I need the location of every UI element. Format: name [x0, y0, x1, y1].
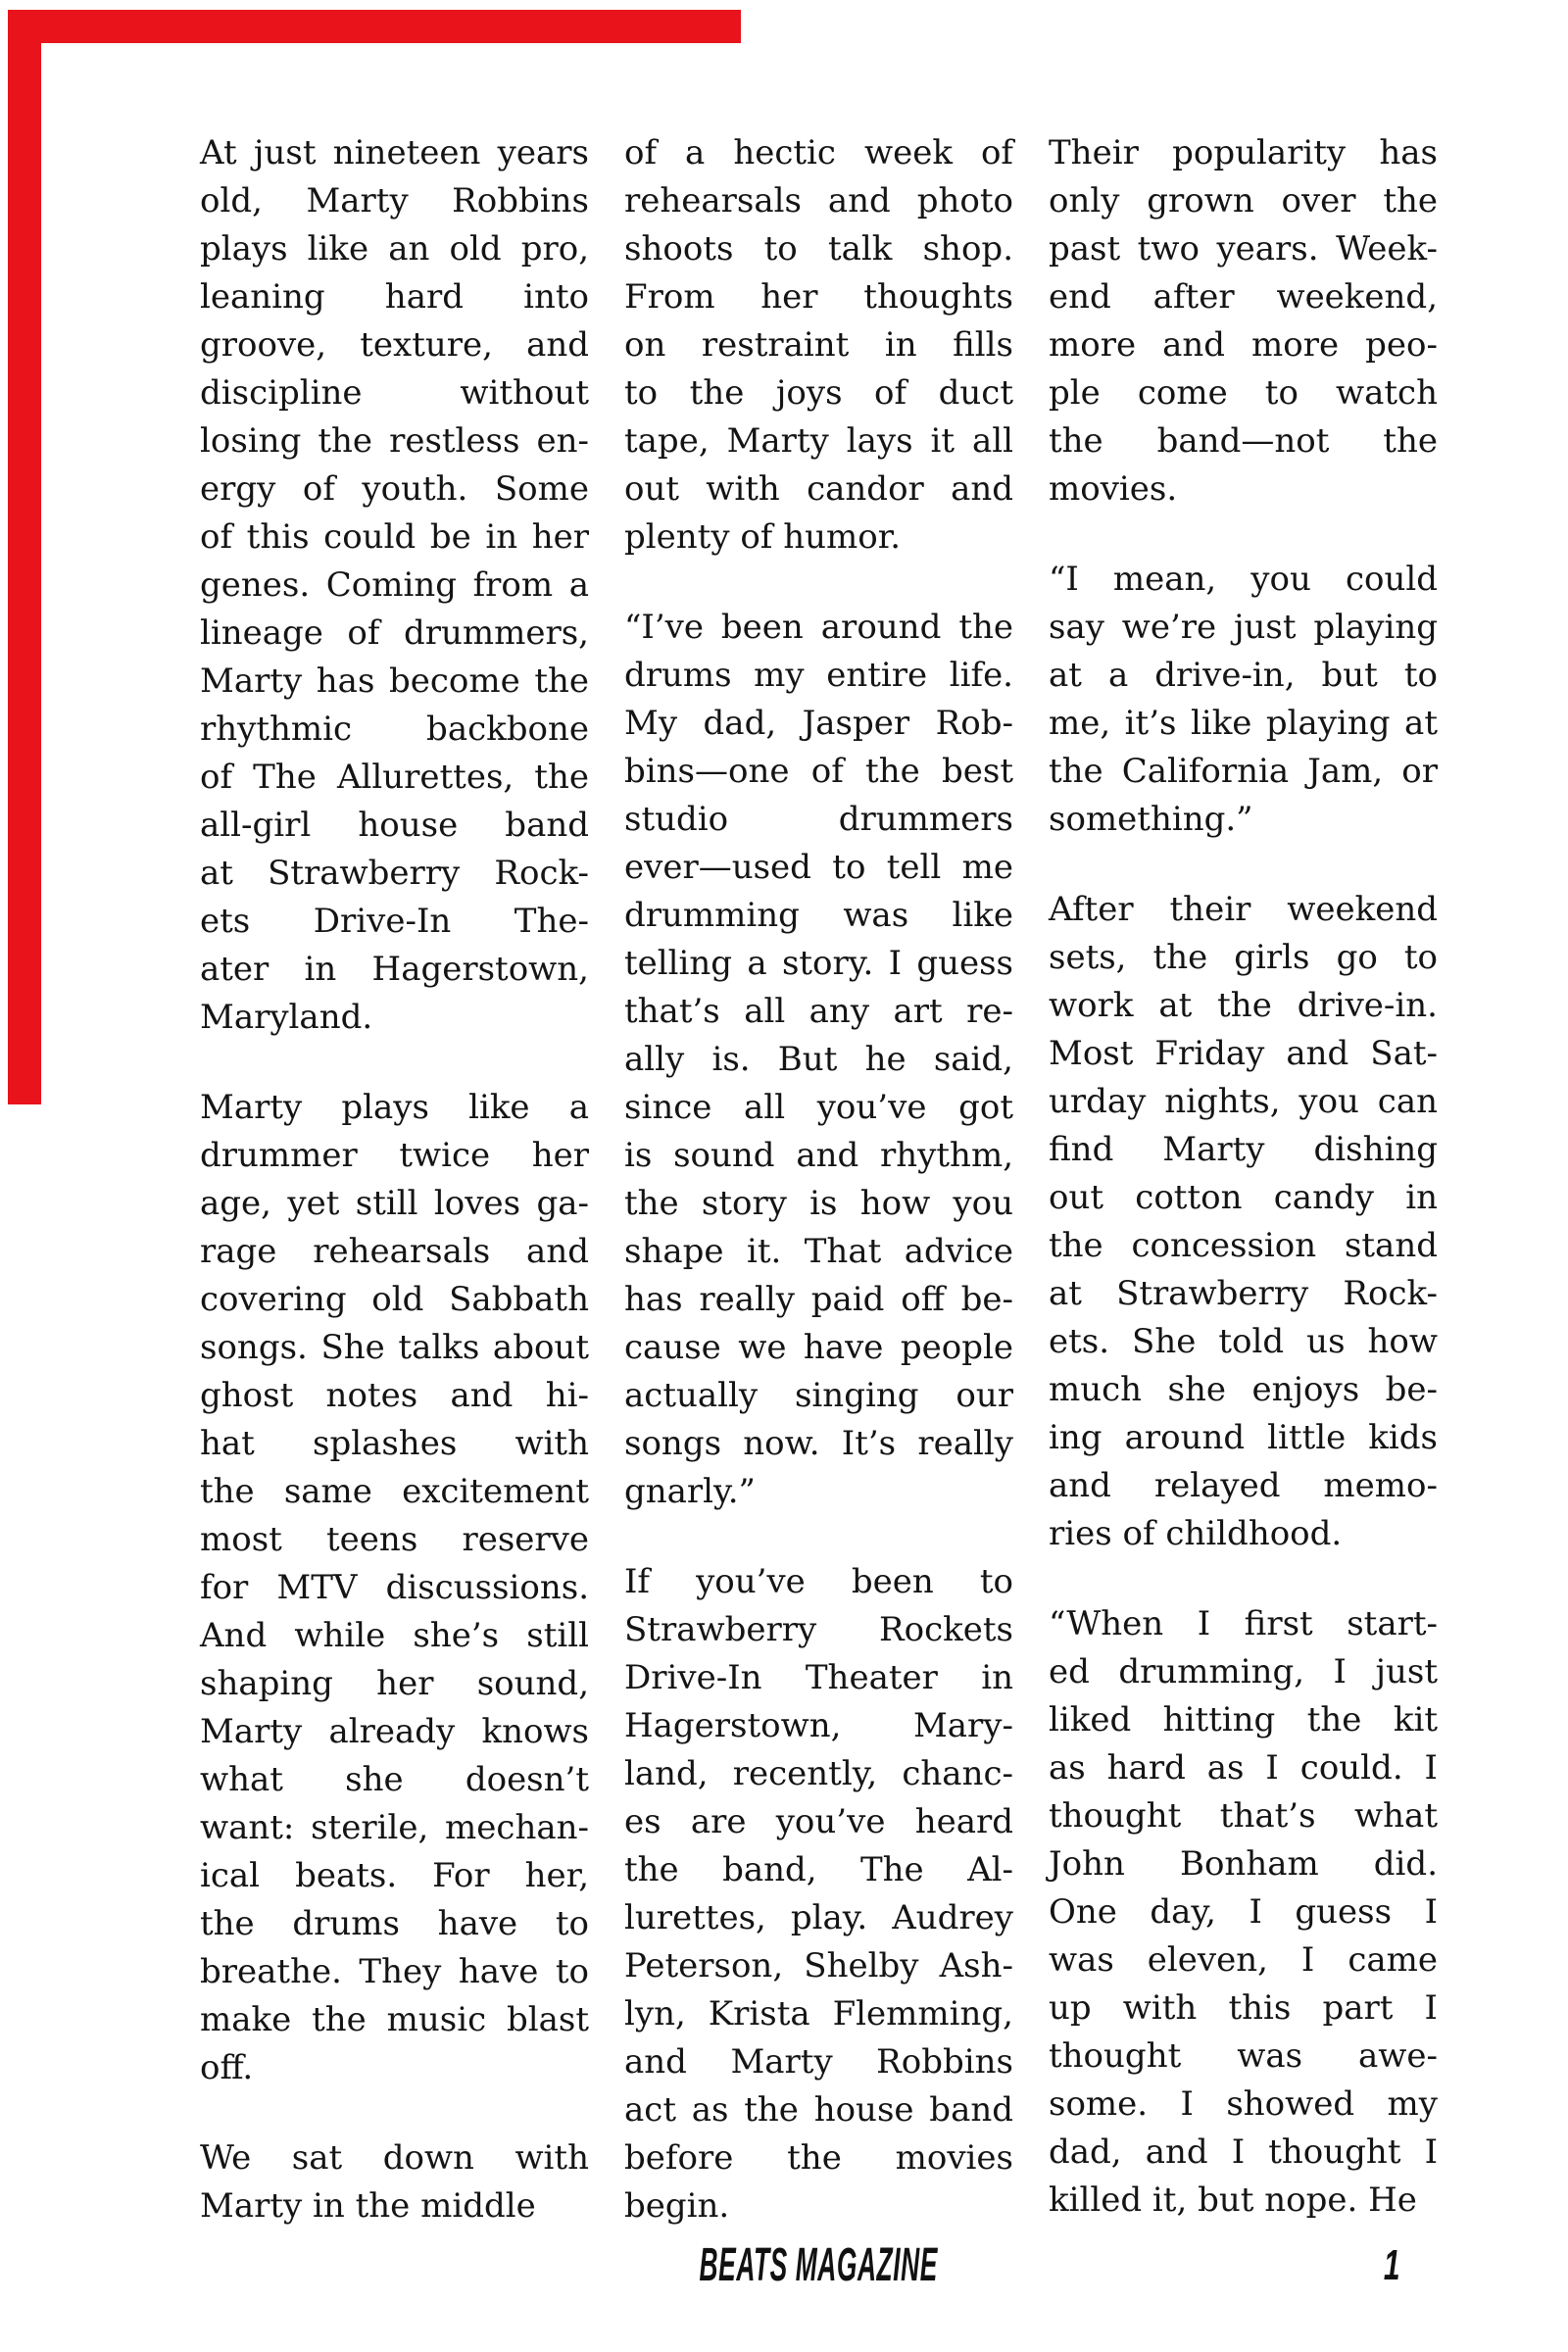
- text-line: At just nineteen years: [200, 133, 589, 172]
- text-line: covering old Sabbath: [200, 1280, 589, 1319]
- article-column-3: [1049, 129, 1438, 2225]
- text-line: lineage of drummers,: [200, 613, 589, 653]
- paragraph: [624, 604, 1013, 1516]
- text-line: lyn, Krista Flemming,: [624, 1994, 1013, 2034]
- text-line: as hard as I could. I: [1049, 1748, 1438, 1788]
- text-line: shoots to talk shop.: [624, 229, 1013, 269]
- magazine-name-text: BEATS MAGAZINE: [699, 2239, 939, 2291]
- text-line: actually singing our: [624, 1376, 1013, 1415]
- text-line: After their weekend: [1049, 890, 1438, 929]
- text-line: old, Marty Robbins: [200, 181, 589, 220]
- text-line: losing the restless en-: [200, 421, 589, 461]
- text-line: plays like an old pro,: [200, 229, 589, 269]
- text-line: ergy of youth. Some: [200, 469, 589, 509]
- text-line: that’s all any art re-: [624, 992, 1013, 1031]
- text-line: My dad, Jasper Rob-: [624, 704, 1013, 743]
- text-line: want: sterile, mechan-: [200, 1808, 589, 1847]
- text-line: all-girl house band: [200, 806, 589, 845]
- text-line: rehearsals and photo: [624, 181, 1013, 220]
- footer-page-number: [1376, 2241, 1399, 2289]
- text-line: of The Allurettes, the: [200, 758, 589, 797]
- text-line: begin.: [624, 2186, 730, 2226]
- text-line: discipline without: [200, 373, 589, 413]
- text-line: sets, the girls go to: [1049, 938, 1438, 977]
- paragraph: [200, 1084, 589, 2092]
- text-line: rhythmic backbone: [200, 710, 589, 749]
- text-line: We sat down with: [200, 2138, 589, 2178]
- footer-magazine-title: [200, 2239, 1438, 2293]
- text-line: more and more peo-: [1049, 325, 1438, 365]
- text-line: Peterson, Shelby Ash-: [624, 1946, 1013, 1985]
- paragraph: [1049, 129, 1438, 514]
- text-line: “When I first start-: [1049, 1604, 1438, 1643]
- text-line: at Strawberry Rock-: [200, 854, 589, 893]
- text-line: ed drumming, I just: [1049, 1652, 1438, 1691]
- text-line: and Marty Robbins: [624, 2042, 1013, 2082]
- text-line: before the movies: [624, 2138, 1013, 2178]
- text-line: the same excitement: [200, 1472, 589, 1511]
- text-line: age, yet still loves ga-: [200, 1184, 589, 1223]
- text-line: at Strawberry Rock-: [1049, 1274, 1438, 1313]
- text-line: since all you’ve got: [624, 1088, 1013, 1127]
- text-line: ical beats. For her,: [200, 1856, 589, 1895]
- text-line: work at the drive-in.: [1049, 986, 1438, 1025]
- text-line: Marty in the middle: [200, 2186, 536, 2226]
- text-line: songs. She talks about: [200, 1328, 589, 1367]
- paragraph: [1049, 556, 1438, 844]
- text-line: me, it’s like playing at: [1049, 704, 1438, 743]
- text-line: hat splashes with: [200, 1424, 589, 1463]
- text-line: only grown over the: [1049, 181, 1438, 220]
- text-line: es are you’ve heard: [624, 1802, 1013, 1841]
- text-line: drums my entire life.: [624, 656, 1013, 695]
- text-line: some. I showed my: [1049, 2084, 1438, 2124]
- text-line: ever—used to tell me: [624, 848, 1013, 887]
- text-line: Strawberry Rockets: [624, 1610, 1013, 1649]
- text-line: the story is how you: [624, 1184, 1013, 1223]
- text-line: urday nights, you can: [1049, 1082, 1438, 1121]
- text-line: out cotton candy in: [1049, 1178, 1438, 1217]
- text-line: “I’ve been around the: [624, 608, 1013, 647]
- text-line: ple come to watch: [1049, 373, 1438, 413]
- text-line: “I mean, you could: [1049, 560, 1438, 599]
- text-line: shape it. That advice: [624, 1232, 1013, 1271]
- text-line: tape, Marty lays it all: [624, 421, 1013, 461]
- text-line: bins—one of the best: [624, 752, 1013, 791]
- text-line: And while she’s still: [200, 1616, 589, 1655]
- text-line: of this could be in her: [200, 517, 589, 557]
- text-line: to the joys of duct: [624, 373, 1013, 413]
- text-line: the California Jam, or: [1049, 752, 1438, 791]
- text-line: Drive-In Theater in: [624, 1658, 1013, 1697]
- text-line: of a hectic week of: [624, 133, 1013, 172]
- text-line: land, recently, chanc-: [624, 1754, 1013, 1793]
- text-line: much she enjoys be-: [1049, 1370, 1438, 1409]
- text-line: shaping her sound,: [200, 1664, 589, 1703]
- text-line: plenty of humor.: [624, 517, 902, 557]
- red-accent-bar-left: [8, 10, 41, 1104]
- text-line: was eleven, I came: [1049, 1940, 1438, 1980]
- text-line: leaning hard into: [200, 277, 589, 317]
- text-line: make the music blast: [200, 2000, 589, 2039]
- text-line: on restraint in fills: [624, 325, 1013, 365]
- text-line: is sound and rhythm,: [624, 1136, 1013, 1175]
- text-line: the band—not the: [1049, 421, 1438, 461]
- text-line: ater in Hagerstown,: [200, 950, 589, 989]
- text-line: groove, texture, and: [200, 325, 589, 365]
- text-line: studio drummers: [624, 800, 1013, 839]
- text-line: off.: [200, 2048, 254, 2087]
- text-line: ets Drive-In The-: [200, 902, 589, 941]
- text-line: the drums have to: [200, 1904, 589, 1943]
- text-line: has really paid off be-: [624, 1280, 1013, 1319]
- text-line: genes. Coming from a: [200, 565, 589, 605]
- text-line: Most Friday and Sat-: [1049, 1034, 1438, 1073]
- text-line: From her thoughts: [624, 277, 1013, 317]
- text-line: cause we have people: [624, 1328, 1013, 1367]
- text-line: drummer twice her: [200, 1136, 589, 1175]
- text-line: Marty has become the: [200, 662, 589, 701]
- text-line: drumming was like: [624, 896, 1013, 935]
- text-line: Hagerstown, Mary-: [624, 1706, 1013, 1745]
- text-line: the concession stand: [1049, 1226, 1438, 1265]
- paragraph: [624, 129, 1013, 562]
- text-line: what she doesn’t: [200, 1760, 589, 1799]
- text-line: most teens reserve: [200, 1520, 589, 1559]
- text-line: ghost notes and hi-: [200, 1376, 589, 1415]
- page-number-text: 1: [1383, 2241, 1399, 2289]
- text-line: liked hitting the kit: [1049, 1700, 1438, 1740]
- text-line: Marty plays like a: [200, 1088, 589, 1127]
- text-line: for MTV discussions.: [200, 1568, 589, 1607]
- text-line: act as the house band: [624, 2090, 1013, 2130]
- text-line: killed it, but nope. He: [1049, 2180, 1417, 2220]
- text-line: something.”: [1049, 800, 1253, 839]
- text-line: One day, I guess I: [1049, 1892, 1438, 1932]
- text-line: lurettes, play. Audrey: [624, 1898, 1013, 1937]
- text-line: ally is. But he said,: [624, 1040, 1013, 1079]
- paragraph: [200, 129, 589, 1042]
- text-line: and relayed memo-: [1049, 1466, 1438, 1505]
- text-line: gnarly.”: [624, 1472, 756, 1511]
- article-column-2: [624, 129, 1013, 2230]
- text-line: past two years. Week-: [1049, 229, 1438, 269]
- text-line: ing around little kids: [1049, 1418, 1438, 1457]
- red-accent-bar-top: [8, 10, 741, 43]
- text-line: Their popularity has: [1049, 133, 1438, 172]
- text-line: out with candor and: [624, 469, 1013, 509]
- text-line: end after weekend,: [1049, 277, 1438, 317]
- text-line: thought that’s what: [1049, 1796, 1438, 1836]
- paragraph: [1049, 1600, 1438, 2225]
- text-line: telling a story. I guess: [624, 944, 1013, 983]
- text-line: at a drive-in, but to: [1049, 656, 1438, 695]
- text-line: ets. She told us how: [1049, 1322, 1438, 1361]
- text-line: find Marty dishing: [1049, 1130, 1438, 1169]
- text-line: rage rehearsals and: [200, 1232, 589, 1271]
- text-line: the band, The Al-: [624, 1850, 1013, 1889]
- text-line: ries of childhood.: [1049, 1514, 1343, 1553]
- text-line: thought was awe-: [1049, 2036, 1438, 2076]
- text-line: John Bonham did.: [1049, 1844, 1438, 1884]
- text-line: If you’ve been to: [624, 1562, 1013, 1601]
- text-line: say we’re just playing: [1049, 608, 1438, 647]
- paragraph: [200, 2134, 589, 2230]
- paragraph: [1049, 886, 1438, 1558]
- text-line: dad, and I thought I: [1049, 2132, 1438, 2172]
- article-column-1: [200, 129, 589, 2230]
- text-line: Maryland.: [200, 998, 373, 1037]
- text-line: songs now. It’s really: [624, 1424, 1013, 1463]
- text-line: Marty already knows: [200, 1712, 589, 1751]
- text-line: breathe. They have to: [200, 1952, 589, 1991]
- text-line: movies.: [1049, 469, 1178, 509]
- text-line: up with this part I: [1049, 1988, 1438, 2028]
- paragraph: [624, 1558, 1013, 2230]
